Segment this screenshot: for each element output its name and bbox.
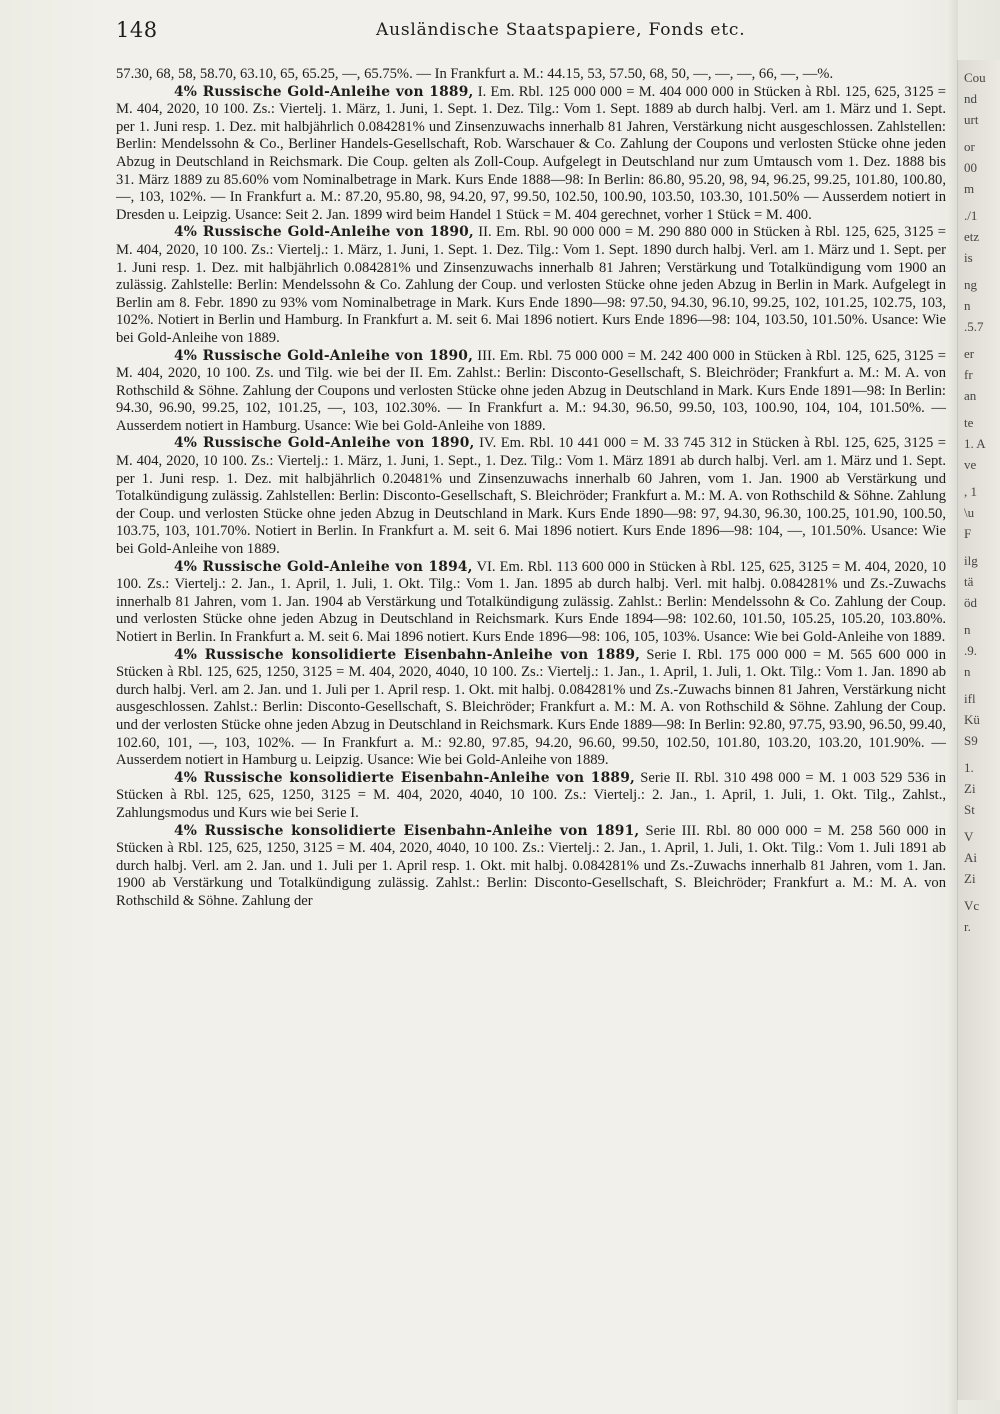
entry-text: VI. Em. Rbl. 113 600 000 in Stücken à Rbl. 125, 625, 3125 = M. 404, 2020, 10 100. Zs.: Viertelj.: 2. Jan., 1. April, 1. Juli, 1. Okt. Tilg.: Vom 1. Jan. 1895 ab durch halbj. Verl. mit halbj. 0.084281% und Zs.-Zuwachs innerhalb 81 Jahren, vom 1. Jan. 1904 ab Verstärkung und Totalkündigung zulässig. Zahlst.: Berlin: Mendelssohn & Co. Zahlung der Coup. und verlosten Stücke ohne jeden Abzug in Deutschland in Reichsmark. Kurs Ende 1894—98: 102.60, 101.50, 105.25, 105.20, 103.80%. Notiert in Berlin. In Frankfurt a. M. seit 6. Mai 1896 notiert. Kurs Ende 1896—98: 106, 105, 103%. Usance: Wie bei Gold-Anleihe von 1889.: [116, 558, 947, 645]
adjacent-page-fragment: Vc: [964, 898, 980, 913]
entry-gold-loan-1894: [116, 559, 946, 647]
adjacent-page-fragment: .5.7: [964, 319, 984, 334]
adjacent-page-fragment: an: [964, 388, 977, 403]
entry-heading: 4% Russische konsolidierte Eisenbahn-Anleihe von 1891,: [174, 822, 640, 839]
adjacent-page-fragment: \u: [964, 505, 975, 520]
entry-text: Serie II. Rbl. 310 498 000 = M. 1 003 529 536 in Stücken à Rbl. 125, 625, 1250, 3125 = M. 404, 2020, 4040, 10 100. Zs.: Viertelj.: 2. Jan., 1. April, 1. Juli, 1. Okt. Tilg., Zahlst., Zahlungsmodus und Kurs wie bei Serie I.: [116, 769, 946, 821]
adjacent-page-fragment: or: [964, 139, 975, 154]
paragraph-continuation: 57.30, 68, 58, 58.70, 63.10, 65, 65.25, —, 65.75%. — In Frankfurt a. M.: 44.15, 53, 57.50, 68, 50, —, —, —, 66, —, —%.: [116, 66, 834, 82]
adjacent-page-fragment: ./1: [964, 208, 978, 223]
entry-heading: 4% Russische Gold-Anleihe von 1894,: [174, 558, 473, 575]
adjacent-page-fragment: ifl: [964, 691, 976, 706]
adjacent-page-fragment: fr: [964, 367, 973, 382]
entry-railway-loan-1889-ii: [116, 770, 946, 823]
entry-heading: 4% Russische Gold-Anleihe von 1889,: [174, 83, 474, 100]
entry-text: II. Em. Rbl. 90 000 000 = M. 290 880 000 in Stücken à Rbl. 125, 625, 3125 = M. 404, 2020, 10 100. Zs.: Viertelj.: 1. März, 1. Juni, 1. Sept. 1. Dez. Tilg.: Vom 1. Sept. 1890 durch halbj. Verl. am 1. März und 1. Sept. per 1. Juni resp. 1. Dez. mit halbjährlich 0.084281% und Zinsenzuwachs innerhalb 81 Jahren; Verstärkung und Totalkündigung vom 1900 an zulässig. Zahlstelle: Berlin: Mendelssohn & Co. Zahlung der Coup. und verlosten Stücke ohne jeden Abzug in Berlin in Mark. Aufgelegt in Berlin am 8. Febr. 1890 zu 93% vom Nominalbetrage in Mark. Kurs Ende 1890—98: 97.50, 94.30, 96.10, 99.25, 102, 101.25, 102.75, 103, 102%. Notiert in Berlin und Hamburg. In Frankfurt a. M. seit 6. Mai 1896 notiert. Kurs Ende 1896—98: 104, 103.50, 101.50%. Usance: Wie bei Gold-Anleihe von 1889.: [116, 224, 946, 346]
adjacent-page-fragment: S9: [964, 733, 978, 748]
entry-railway-loan-1889-i: [116, 647, 946, 770]
entry-text: Serie I. Rbl. 175 000 000 = M. 565 600 000 in Stücken à Rbl. 125, 625, 1250, 3125 = M. 404, 2020, 4040, 10 100. Zs.: Viertelj.: 1. Jan., 1. April, 1. Juli, 1. Okt. Tilg.: Vom 1. Jan. 1890 ab durch halbj. Verl. am 2. Jan. und 1. Juli per 1. April resp. 1. Okt. mit halbj. 0.084281% und Zs.-Zuwachs binnen 81 Jahren, Verstärkung nicht ausgeschlossen. Zahlst.: Berlin: Disconto-Gesellschaft, S. Bleichröder; Frankfurt a. M.: M. A. von Rothschild & Söhne. Zahlung der Coup. und der verlosten Stücke ohne jeden Abzug in Deutschland in Reichsmark. Kurs Ende 1889—98: In Berlin: 92.80, 97.75, 93.90, 96.50, 99.40, 102.60, 101, —, 103, 102%. — In Frankfurt a. M.: 92.80, 97.85, 94.20, 96.60, 99.50, 102.50, 101.80, 103.20, 103.20, 101.90%. — Ausserdem notiert in Hamburg u. Leipzig. Usance: Wie bei Gold-Anleihe von 1889.: [116, 646, 946, 769]
adjacent-page-fragment: V: [964, 829, 974, 844]
adjacent-page-fragment: n: [964, 298, 971, 313]
entry-gold-loan-1890-iv: [116, 435, 946, 558]
adjacent-page-fragment: Zi: [964, 781, 976, 796]
adjacent-page-fragment: .9.: [964, 643, 977, 658]
entry-text: IV. Em. Rbl. 10 441 000 = M. 33 745 312 in Stücken à Rbl. 125, 625, 3125 = M. 404, 2020, 10 100. Zs.: Viertelj.: 1. März, 1. Juni, 1. Sept., 1. Dez. Tilg.: Vom 1. März 1891 ab durch halbj. Verl. am 1. März und 1. Sept. per 1. Juni resp. 1. Dez. mit halbjährlich 0.20481% und Zinsenzuwachs innerhalb 60 Jahren, vom 1. Jan. 1900 ab Verstärkung und Totalkündigung zulässig. Zahlstellen: Berlin: Disconto-Gesellschaft, S. Bleichröder; Frankfurt a. M.: M. A. von Rothschild & Söhne. Zahlung der Coup. und verlosten Stücke ohne jeden Abzug in Deutschland in Mark. Kurs Ende 1890—98: 97, 94.30, 96.30, 100.25, 101.90, 100.50, 103.75, 103, 101.70%. Notiert in Berlin. In Frankfurt a. M. seit 6. Mai 1896 notiert. Kurs Ende 1896—98: 104, —, 101.50%. Usance: Wie bei Gold-Anleihe von 1889.: [116, 435, 946, 558]
entry-railway-loan-1891-iii: [116, 823, 946, 911]
entry-text: Serie III. Rbl. 80 000 000 = M. 258 560 000 in Stücken à Rbl. 125, 625, 1250, 3125 = M. 404, 2020, 4040, 10 100. Zs.: Viertelj.: 2. Jan., 1. April, 1. Juli, 1. Okt. Tilg.: Vom 1. Juli 1891 ab durch halbj. Verl. am 2. Jan. und 1. Juli per 1. April resp. 1. Okt. mit halbj. 0.084281% und Zs.-Zuwachs innerhalb 81 Jahren, vom 1. Jan. 1900 ab Verstärkung und Totalkündigung zulässig. Zahlst.: Berlin: Disconto-Gesellschaft, S. Bleichröder; Frankfurt a. M.: M. A. von Rothschild & Söhne. Zahlung der: [116, 822, 947, 909]
adjacent-page-fragment: n: [964, 664, 971, 679]
adjacent-page-fragment: St: [964, 802, 975, 817]
entry-text: I. Em. Rbl. 125 000 000 = M. 404 000 000 in Stücken à Rbl. 125, 625, 3125 = M. 404, 2020, 10 100. Zs.: Viertelj. 1. März, 1. Juni, 1. Sept. 1. Dez. Tilg.: Vom 1. Sept. 1889 ab durch halbj. Verl. am 1. März und 1. Sept. per 1. Juni resp. 1. Dez. mit halbjährlich 0.084281% und Zinsenzuwachs innerhalb 81 Jahren, Verstärkung nicht ausgeschlossen. Zahlstellen: Berlin: Mendelssohn & Co., Berliner Handels-Gesellschaft, Rob. Warschauer & Co. Zahlung der Coupons und verlosten Stücke ohne jeden Abzug in Deutschland in Reichsmark. Die Coup. gelten als Zoll-Coup. Aufgelegt in Deutschland nur zum Umtausch vom 1. Dez. 1888 bis 31. März 1889 zu 85.60% vom Nominalbetrage in Mark. Kurs Ende 1888—98: In Berlin: 86.80, 95.20, 98, 94, 96.25, 99.25, 101.80, 100.80, —, 103, 102%. — In Frankfurt a. M.: 87.20, 95.80, 98, 94.20, 97, 99.50, 102.50, 100.90, 103.50, 103.30, 101.50% — Ausserdem notiert in Dresden u. Leipzig. Usance: Seit 2. Jan. 1899 wird beim Handel 1 Stück = M. 404 gerechnet, vorher 1 Stück = M. 400.: [116, 83, 946, 223]
entry-gold-loan-1890-iii: [116, 348, 946, 436]
entry-heading: 4% Russische konsolidierte Eisenbahn-Anleihe von 1889,: [174, 769, 636, 786]
adjacent-page-fragment: 1.: [964, 760, 974, 775]
adjacent-page-fragment: er: [964, 346, 975, 361]
running-title: Ausländische Staatspapiere, Fonds etc.: [376, 20, 746, 40]
page-header: [116, 18, 946, 48]
adjacent-page-fragment: urt: [964, 112, 979, 127]
adjacent-page-fragment: öd: [964, 595, 977, 610]
adjacent-page-strip: [957, 60, 1000, 1400]
adjacent-page-fragment: ng: [964, 277, 977, 292]
entry-heading: 4% Russische Gold-Anleihe von 1890,: [174, 347, 474, 364]
entry-gold-loan-1890-ii: [116, 224, 946, 347]
adjacent-page-fragment: is: [964, 250, 973, 265]
adjacent-page-fragment: te: [964, 415, 974, 430]
page-number: 148: [116, 18, 158, 42]
adjacent-page-fragment: ve: [964, 457, 977, 472]
adjacent-page-fragment: Zi: [964, 871, 976, 886]
adjacent-page-fragment: 00: [964, 160, 977, 175]
adjacent-page-fragment: n: [964, 622, 971, 637]
adjacent-page-fragment: etz: [964, 229, 980, 244]
adjacent-page-fragment: r.: [964, 919, 971, 934]
adjacent-page-fragment: F: [964, 526, 972, 541]
adjacent-page-fragment: Kü: [964, 712, 980, 727]
adjacent-page-fragment: ilg: [964, 553, 978, 568]
adjacent-page-fragment: 1. A: [964, 436, 986, 451]
entry-heading: 4% Russische konsolidierte Eisenbahn-Anleihe von 1889,: [174, 646, 641, 663]
adjacent-page-fragment: tä: [964, 574, 974, 589]
entry-heading: 4% Russische Gold-Anleihe von 1890,: [174, 435, 475, 452]
adjacent-page-fragment: Ai: [964, 850, 977, 865]
body-text: [116, 66, 946, 911]
entry-text: III. Em. Rbl. 75 000 000 = M. 242 400 000 in Stücken à Rbl. 125, 625, 3125 = M. 404, 2020, 10 100. Zs. und Tilg. wie bei der II. Em. Zahlst.: Berlin: Disconto-Gesellschaft, S. Bleichröder; Frankfurt a. M.: M. A. von Rothschild & Söhne. Zahlung der Coupons und verlosten Stücke ohne jeden Abzug in Deutschland in Mark. Kurs Ende 1891—98: In Berlin: 94.30, 96.90, 99.25, 102, 101.25, —, 103, 102.30%. — In Frankfurt a. M.: 94.30, 96.50, 99.50, 103, 100.90, 104, 104, 101.50%. — Ausserdem notiert in Hamburg. Usance: Wie bei Gold-Anleihe von 1889.: [116, 347, 946, 434]
adjacent-page-fragment: , 1: [964, 484, 977, 499]
entry-gold-loan-1889: [116, 84, 946, 225]
adjacent-page-fragment: nd: [964, 91, 977, 106]
adjacent-page-fragment: Cou: [964, 70, 986, 85]
adjacent-page-fragment: m: [964, 181, 975, 196]
entry-heading: 4% Russische Gold-Anleihe von 1890,: [174, 224, 474, 241]
